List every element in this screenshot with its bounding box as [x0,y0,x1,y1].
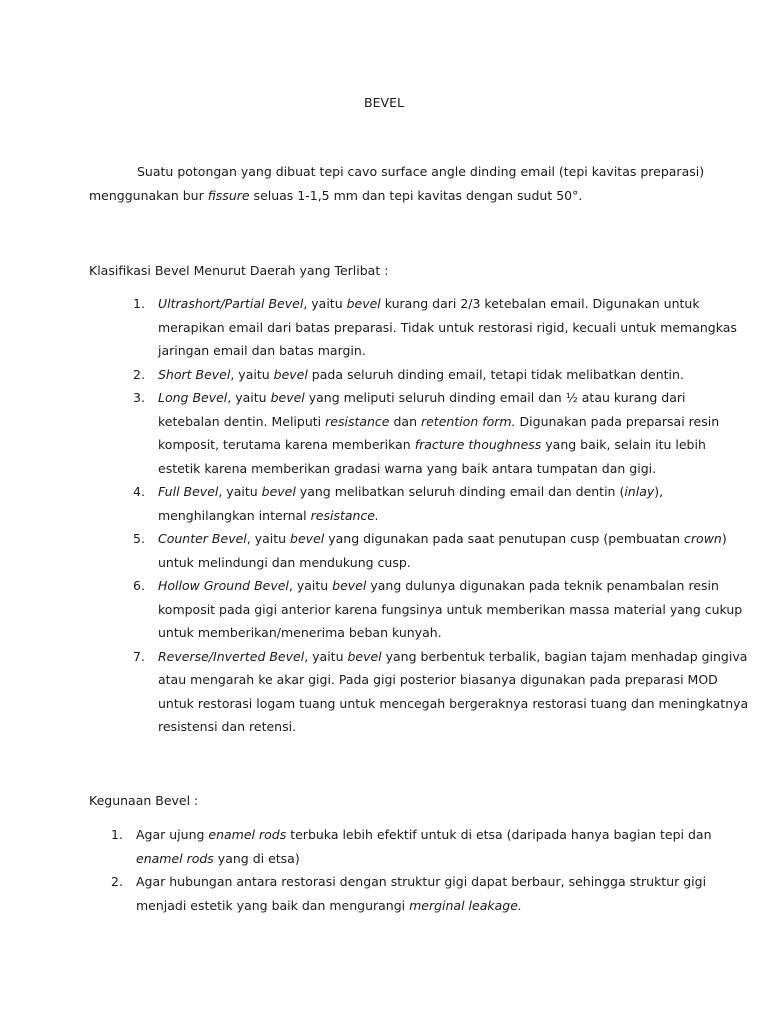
text: yang digunakan pada saat penutupan cusp (pembuatan [324,531,685,546]
item-line: Agar hubungan antara restorasi dengan struktur gigi dapat berbaur, sehingga struktur gigi [136,874,707,889]
list-item [133,574,743,645]
text: seluas 1-1,5 mm dan tepi kavitas dengan sudut 50°. [249,187,583,203]
item-line [158,574,719,598]
list-item [133,386,720,480]
italic-term: inlay [624,484,655,499]
italic-term: Long Bevel [158,390,228,405]
italic-term: enamel rods [136,850,214,866]
item-line [158,480,693,504]
list-item [133,363,693,387]
list-item [133,480,693,527]
item-line: resistensi dan retensi. [158,719,297,734]
text: menjadi estetik yang baik dan mengurangi [136,897,410,913]
intro-paragraph [89,160,705,207]
text: menghilangkan internal [158,507,311,523]
italic-term: bevel [347,648,382,664]
italic-term: bevel [346,296,381,311]
item-line: atau mengarah ke akar gigi. Pada gigi posterior biasanya digunakan pada preparasi MOD [158,672,718,687]
item-line [158,527,727,551]
item-line: estetik karena memberikan gradasi warna yang baik antara tumpatan dan gigi. [158,460,657,476]
item-line [158,410,720,434]
item-line: untuk memberikan/menerima beban kunyah. [158,625,442,640]
item-line: untuk restorasi logam tuang untuk mencegah bergeraknya restorasi tuang dan meningkatnya [158,695,749,711]
italic-term: Counter Bevel [158,531,247,546]
italic-term: resistance. [310,507,379,523]
item-number: 5. [133,531,145,546]
item-number: 4. [133,484,145,499]
italic-term: fracture thoughness [414,437,542,452]
item-line [158,363,693,387]
text: dan [389,413,421,429]
italic-term: enamel rods [208,827,287,842]
text: , yaitu [304,648,348,664]
item-number: 6. [133,578,145,593]
list-item [133,292,737,363]
text: menggunakan bur [89,187,208,203]
item-line [136,894,691,918]
text: , yaitu [218,484,262,499]
item-number: 2. [111,874,123,889]
item-number: 1. [133,296,145,311]
italic-term: bevel [270,390,305,405]
text: Digunakan pada preparsai resin [515,413,720,429]
item-line [136,823,712,847]
list-item [111,823,712,870]
text: yang melibatkan seluruh dinding email dan dentin ( [295,484,625,499]
klasifikasi-list [133,292,749,739]
italic-term: bevel [332,578,367,593]
item-number: 1. [111,827,123,842]
text: , yaitu [230,366,274,382]
text: komposit, terutama karena memberikan [158,437,415,452]
page-title: BEVEL [364,95,404,110]
list-item [133,527,727,574]
text: Agar ujung [136,827,209,842]
italic-term: Short Bevel [158,366,231,382]
list-item [111,870,707,917]
item-line [158,433,706,457]
item-line [158,386,693,410]
italic-term: Hollow Ground Bevel [158,578,289,593]
text: ), [654,484,664,499]
text: , yaitu [246,531,291,546]
text: ketebalan dentin. Meliputi [158,413,326,429]
text: , yaitu [288,578,333,593]
italic-term: Ultrashort/Partial Bevel [158,296,304,311]
item-line: merapikan email dari batas preparasi. Tidak untuk restorasi rigid, kecuali untuk memangkas [158,319,737,335]
italic-term: bevel [290,531,325,546]
intro-line [89,184,679,208]
text: kurang dari 2/3 ketebalan email. Digunakan untuk [380,296,700,311]
section-heading-kegunaan: Kegunaan Bevel : [89,793,199,808]
text: yang di etsa) [213,850,300,866]
italic-term: crown [684,531,722,546]
item-line: komposit pada gigi anterior karena fungsinya untuk memberikan massa material yang cukup [158,601,743,617]
section-heading-klasifikasi: Klasifikasi Bevel Menurut Daerah yang Terlibat : [89,263,389,278]
intro-line: Suatu potongan yang dibuat tepi cavo surface angle dinding email (tepi kavitas preparasi) [137,164,705,179]
item-number: 3. [133,390,145,405]
list-item [133,645,749,739]
item-line [158,645,748,669]
text: , yaitu [303,296,347,311]
text: ) [721,531,727,546]
italic-term: Reverse/Inverted Bevel [158,648,305,664]
italic-term: bevel [273,366,308,382]
italic-term: retention form. [420,413,516,429]
text: yang dulunya digunakan pada teknik penambalan resin [366,578,719,593]
item-line [158,504,693,528]
text: terbuka lebih efektif untuk di etsa (daripada hanya bagian tepi dan [286,827,712,842]
italic-term: merginal leakage. [409,897,522,913]
item-line: untuk melindungi dan mendukung cusp. [158,554,411,570]
text: pada seluruh dinding email, tetapi tidak melibatkan dentin. [307,366,684,382]
item-line [136,847,691,871]
text: yang berbentuk terbalik, bagian tajam menhadap gingiva [381,648,748,664]
kegunaan-list [111,823,712,917]
italic-term: fissure [207,187,250,203]
italic-term: resistance [325,413,390,429]
italic-term: bevel [261,484,296,499]
text: yang meliputi seluruh dinding email dan ½ atau kurang dari [304,390,686,405]
text: yang baik, selain itu lebih [541,437,706,452]
item-number: 7. [133,648,145,664]
text: , yaitu [227,390,271,405]
italic-term: Full Bevel [158,484,219,499]
item-line: jaringan email dan batas margin. [158,343,366,358]
item-line [158,292,700,316]
item-number: 2. [133,366,145,382]
